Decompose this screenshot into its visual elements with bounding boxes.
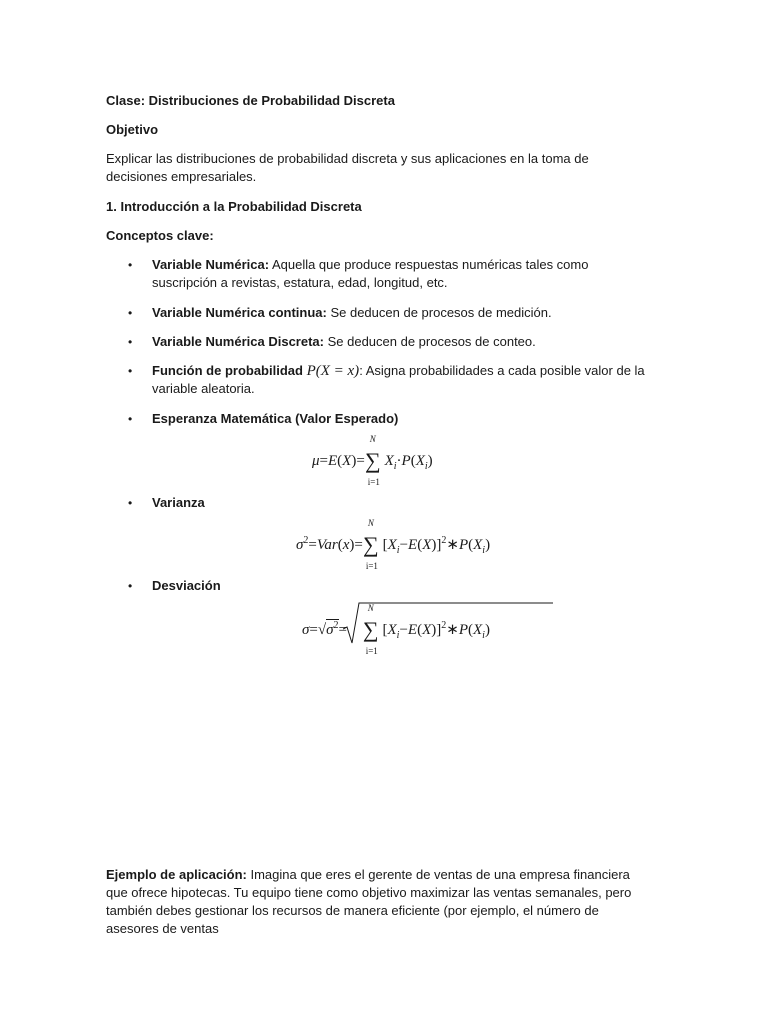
section-heading: 1. Introducción a la Probabilidad Discreta <box>106 199 362 214</box>
concept-text: Se deducen de procesos de medición. <box>326 305 552 320</box>
objective-text: Explicar las distribuciones de probabilidad discreta y sus aplicaciones en la toma de decisiones empresariales. <box>106 151 589 184</box>
concept-text: Se deducen de procesos de conteo. <box>323 334 536 349</box>
variance-formula: $\sigma^2=Var(x)=$ N ∑ i=1 $[X_i-E(X)]^2∗P(X_i)$ <box>296 518 491 571</box>
concept-item <box>152 256 652 292</box>
probability-function-math: P(X = x) <box>306 363 360 379</box>
summation-icon: N ∑ i=1 <box>364 434 381 487</box>
bullet-icon: • <box>128 579 133 593</box>
bullet-icon: • <box>128 364 133 378</box>
bullet-icon: • <box>128 335 133 349</box>
deviation-formula: $\sigma=√\sigma^2=$ N ∑ i=1 $[X_i-E(X)]^2∗P(X_i)$ <box>302 619 490 642</box>
objective-heading: Objetivo <box>106 122 159 137</box>
concepts-heading: Conceptos clave: <box>106 228 214 243</box>
concept-text: : Asigna probabilidades a cada posible valor de la variable aleatoria. <box>152 363 645 396</box>
expectation-formula: μ=E(X)= N ∑ i=1 $X_i\cdot P(X_i)$ <box>312 434 433 487</box>
bullet-icon: • <box>128 496 133 510</box>
summation-icon: N ∑ i=1 <box>363 518 379 571</box>
concept-term: Varianza <box>152 495 205 510</box>
bullet-icon: • <box>128 412 133 426</box>
concept-text: Aquella que produce respuestas numéricas tales como suscripción a revistas, estatura, edad, longitud, etc. <box>152 257 589 290</box>
example-label: Ejemplo de aplicación: <box>106 867 247 882</box>
bullet-icon: • <box>128 306 133 320</box>
bullet-icon: • <box>128 258 133 272</box>
concept-term: Desviación <box>152 578 221 593</box>
concept-term: Variable Numérica continua: <box>152 305 327 320</box>
concept-item <box>152 362 652 398</box>
concept-item <box>152 304 652 322</box>
concept-term: Función de probabilidad <box>152 363 303 378</box>
concept-term: Variable Numérica: <box>152 257 270 272</box>
concept-term: Variable Numérica Discreta: <box>152 334 324 349</box>
document-title: Clase: Distribuciones de Probabilidad Discreta <box>106 93 395 108</box>
example-paragraph <box>106 866 651 938</box>
example-text: Imagina que eres el gerente de ventas de una empresa financiera que ofrece hipotecas. Tu equipo tiene como objetivo maximizar las ventas semanales, pero también debes gestionar los recursos de manera eficiente (por ejemplo, el número de asesores de ventas <box>106 867 632 936</box>
summation-icon: N ∑ i=1 <box>362 603 379 656</box>
concept-item <box>152 333 652 351</box>
concept-term: Esperanza Matemática (Valor Esperado) <box>152 411 399 426</box>
